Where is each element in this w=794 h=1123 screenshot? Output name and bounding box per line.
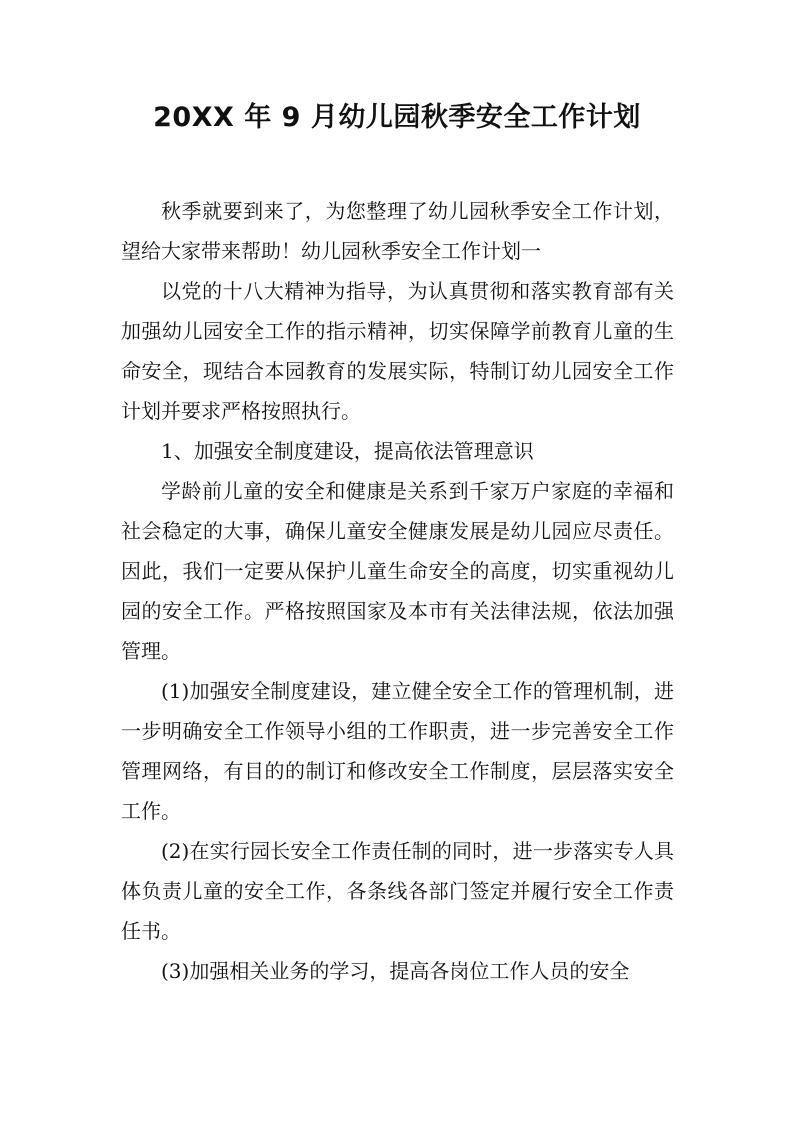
paragraph-intro: 秋季就要到来了，为您整理了幼儿园秋季安全工作计划，望给大家带来帮助！幼儿园秋季安全工作计划一 (121, 199, 674, 263)
paragraph-safety-importance: 学龄前儿童的安全和健康是关系到千家万户家庭的幸福和社会稳定的大事，确保儿童安全健康发展是幼儿园应尽责任。因此，我们一定要从保护儿童生命安全的高度，切实重视幼儿园的安全工作。严格按照国家及本市有关法律法规，依法加强管理。 (121, 479, 674, 663)
document-body (121, 191, 674, 991)
section-heading-1: 1、加强安全制度建设，提高依法管理意识 (161, 439, 534, 463)
paragraph-guideline: 以党的十八大精神为指导，为认真贯彻和落实教育部有关加强幼儿园安全工作的指示精神，切实保障学前教育儿童的生命安全，现结合本园教育的发展实际，特制订幼儿园安全工作计划并要求严格按照执行。 (121, 279, 674, 423)
document-title: 20XX 年 9 月幼儿园秋季安全工作计划 (153, 102, 641, 133)
list-item-1: (1)加强安全制度建设，建立健全安全工作的管理机制，进一步明确安全工作领导小组的工作职责，进一步完善安全工作管理网络，有目的的制订和修改安全工作制度，层层落实安全工作。 (121, 679, 674, 823)
list-item-3: (3)加强相关业务的学习，提高各岗位工作人员的安全 (161, 959, 630, 983)
list-item-2: (2)在实行园长安全工作责任制的同时，进一步落实专人具体负责儿童的安全工作，各条线各部门签定并履行安全工作责任书。 (121, 839, 674, 943)
